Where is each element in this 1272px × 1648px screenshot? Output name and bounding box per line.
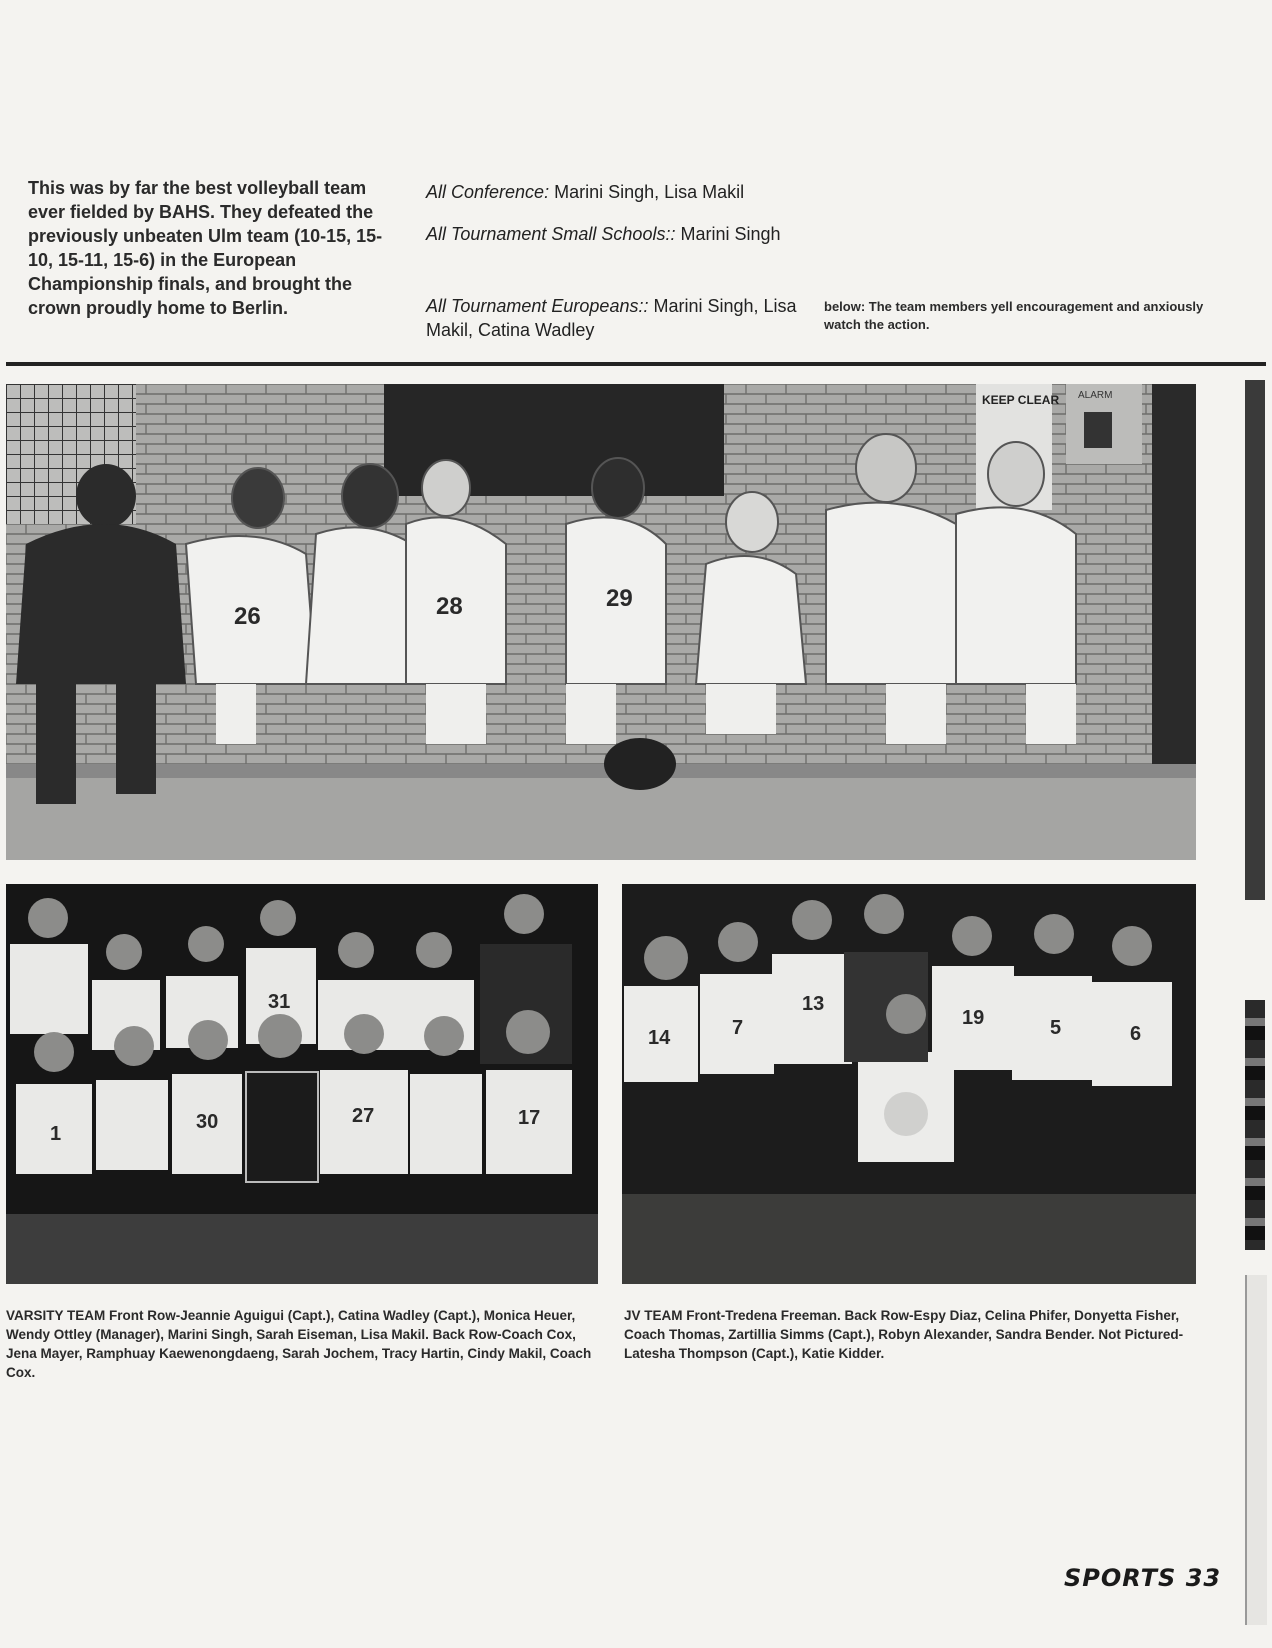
page-edge-photo-strip (1245, 380, 1265, 900)
jersey-number: 29 (606, 585, 633, 612)
varsity-photo-image (6, 884, 598, 1284)
jersey-number: 31 (268, 991, 291, 1013)
honor-names: Marini Singh (675, 224, 781, 244)
varsity-caption: VARSITY TEAM Front Row-Jeannie Aguigui (Capt.), Catina Wadley (Capt.), Monica Heuer, Wendy Ottley (Manager), Marini Singh, Sarah Eiseman, Lisa Makil. Back Row-Coach Cox, Jena Mayer, Ramphuay Kaewenongdaeng, Sarah Jochem, Tracy Hartin, Cindy Makil, Coach Cox. (6, 1308, 592, 1380)
jersey-number: 28 (436, 593, 463, 620)
honor-names: Marini Singh, Lisa Makil, Catina Wadley (426, 296, 797, 340)
keep-clear-sign: KEEP CLEAR (982, 393, 1060, 407)
jersey-number: 1 (50, 1123, 62, 1145)
alarm-sign: ALARM (1078, 390, 1113, 401)
honor-label: All Tournament Europeans:: (426, 296, 649, 316)
jv-team-photo (622, 884, 1196, 1284)
section-rule (6, 362, 1266, 366)
jersey-number: 26 (234, 603, 261, 630)
page-folio: SPORTS 33 (1064, 1564, 1222, 1592)
jersey-number: 30 (196, 1111, 219, 1133)
page-edge-photo-strip (1245, 1000, 1265, 1250)
jersey-number: 7 (732, 1017, 744, 1039)
jv-photo-image (622, 884, 1196, 1284)
bench-photo-caption: below: The team members yell encouragement and anxiously watch the action. (824, 299, 1204, 332)
bench-photo-image (6, 384, 1196, 860)
page-edge-strip (1245, 1275, 1267, 1625)
honor-names: Marini Singh, Lisa Makil (549, 182, 745, 202)
jersey-number: 13 (802, 993, 825, 1015)
varsity-team-photo (6, 884, 598, 1284)
honor-europeans (426, 294, 806, 342)
honor-label: All Conference: (426, 182, 550, 202)
intro-paragraph: This was by far the best volleyball team ever fielded by BAHS. They defeated the previously unbeaten Ulm team (10-15, 15-10, 15-11, 15-6) in the European Championship finals, and brought the crown proudly home to Berlin. (28, 178, 383, 318)
honor-label: All Tournament Small Schools:: (426, 224, 676, 244)
jersey-number: 6 (1130, 1023, 1142, 1045)
jersey-number: 5 (1050, 1017, 1062, 1039)
jersey-number: 27 (352, 1105, 375, 1127)
jersey-number: 17 (518, 1107, 541, 1129)
jv-caption: JV TEAM Front-Tredena Freeman. Back Row-Espy Diaz, Celina Phifer, Donyetta Fisher, Coach Thomas, Zartillia Simms (Capt.), Robyn Alexander, Sandra Bender. Not Pictured-Latesha Thompson (Capt.), Katie Kidder. (624, 1308, 1184, 1361)
jersey-number: 19 (962, 1007, 985, 1029)
honor-all-conference (426, 180, 806, 204)
jersey-number: 14 (648, 1027, 671, 1049)
bench-photo (6, 384, 1196, 860)
honor-small-schools (426, 222, 806, 246)
